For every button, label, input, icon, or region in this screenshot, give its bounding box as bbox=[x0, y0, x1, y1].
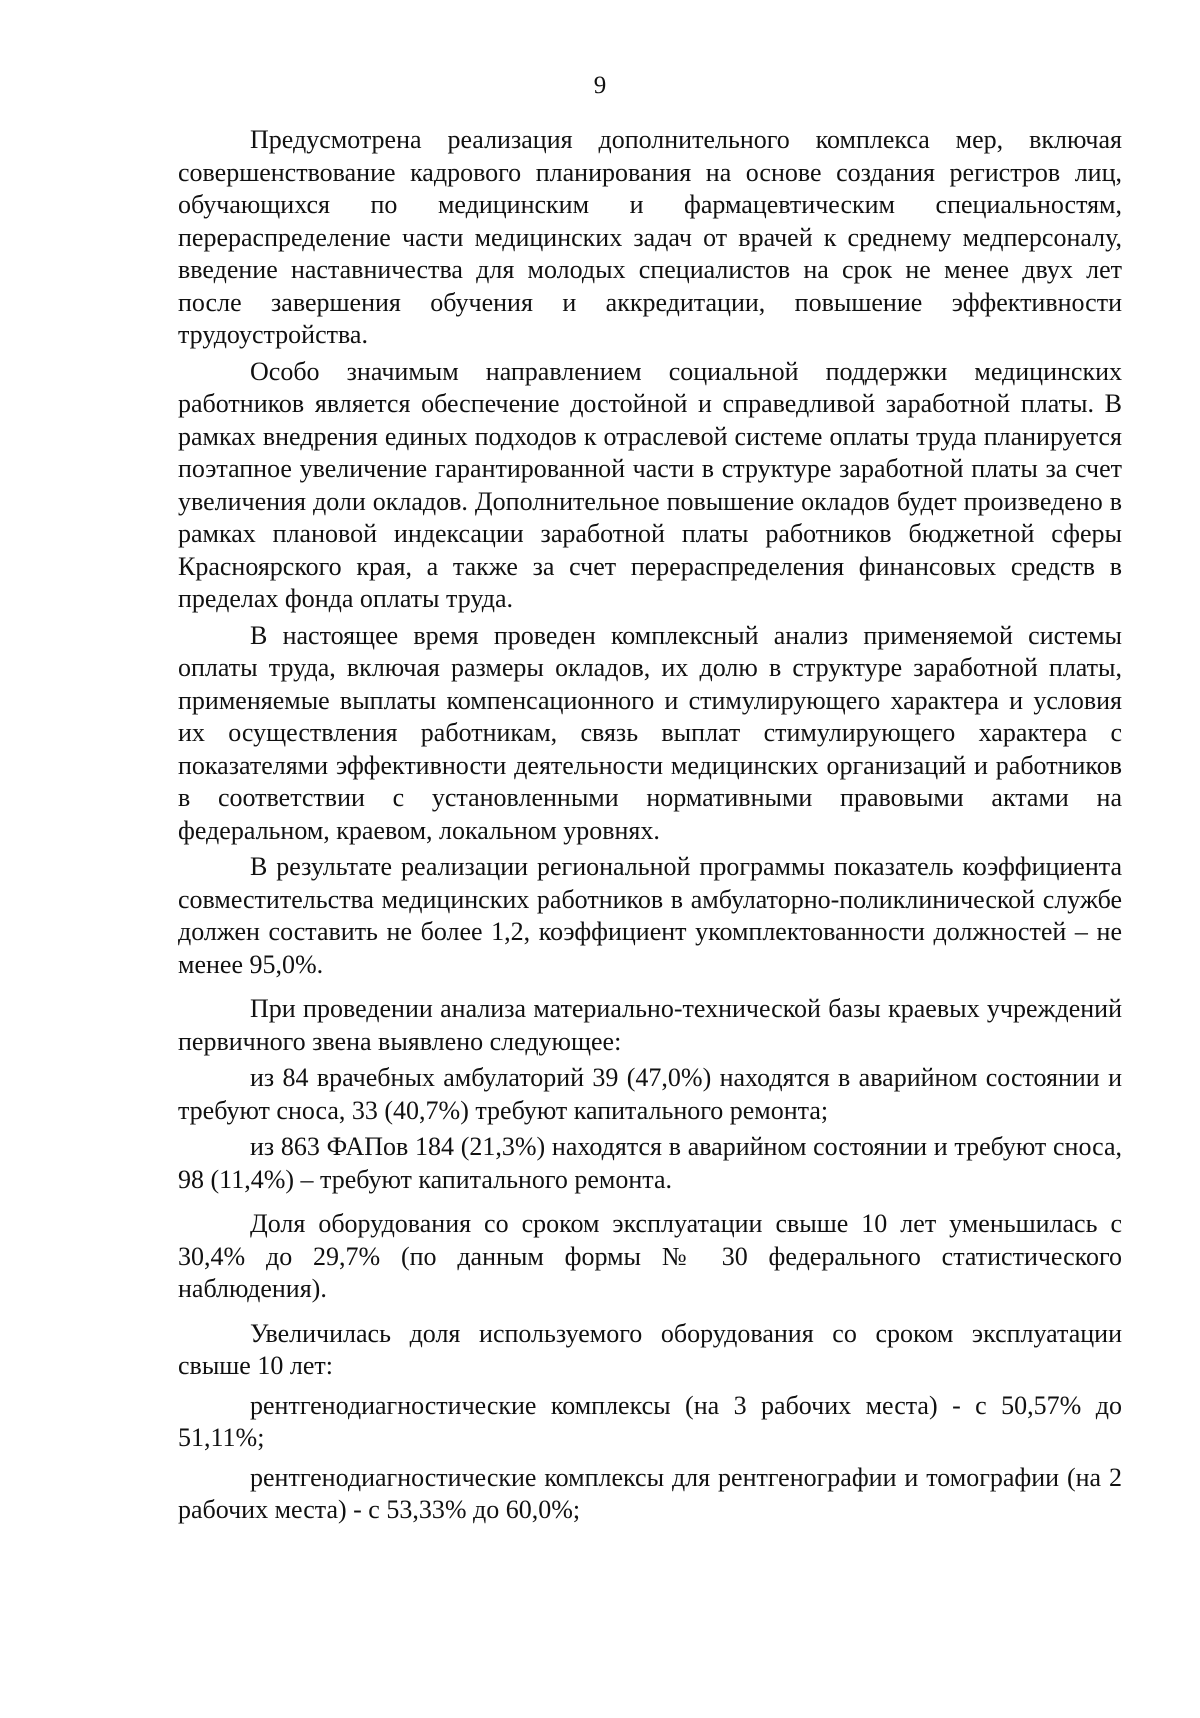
paragraph: Особо значимым направлением социальной поддержки медицинских работников является обеспечение достойной и справедливой заработной платы. В рамках внедрения единых подходов к отраслевой системе оплаты труда планируется поэтапное увеличение гарантированной части в структуре заработной платы за счет увеличения доли окладов. Дополнительное повышение окладов будет произведено в рамках плановой индексации заработной платы работников бюджетной сферы Красноярского края, а также за счет перераспределения финансовых средств в пределах фонда оплаты труда. bbox=[178, 356, 1122, 613]
paragraph: из 863 ФАПов 184 (21,3%) находятся в аварийном состоянии и требуют сноса, 98 (11,4%) – требуют капитального ремонта. bbox=[178, 1132, 1122, 1194]
paragraph: из 84 врачебных амбулаторий 39 (47,0%) находятся в аварийном состоянии и требуют сноса, 33 (40,7%) требуют капитального ремонта; bbox=[178, 1063, 1122, 1125]
paragraph: В результате реализации региональной программы показатель коэффициента совместительства медицинских работников в амбулаторно-поликлинической службе должен составить не более 1,2, коэффициент укомплектованности должностей – не менее 95,0%. bbox=[178, 852, 1122, 979]
paragraph: При проведении анализа материально-технической базы краевых учреждений первичного звена выявлено следующее: bbox=[178, 994, 1122, 1056]
paragraph: Предусмотрена реализация дополнительного комплекса мер, включая совершенствование кадрового планирования на основе создания регистров лиц, обучающихся по медицинским и фармацевтическим специальностям, перераспределение части медицинских задач от врачей к среднему медперсоналу, введение наставничества для молодых специалистов на срок не менее двух лет после завершения обучения и аккредитации, повышение эффективности трудоустройства. bbox=[178, 125, 1122, 349]
paragraph: Увеличилась доля используемого оборудования со сроком эксплуатации свыше 10 лет: bbox=[178, 1318, 1122, 1380]
paragraph: рентгенодиагностические комплексы для рентгенографии и томографии (на 2 рабочих места) - с 53,33% до 60,0%; bbox=[178, 1462, 1122, 1524]
page-number: 9 bbox=[593, 72, 607, 99]
paragraph: рентгенодиагностические комплексы (на 3 рабочих места) - с 50,57% до 51,11%; bbox=[178, 1390, 1122, 1452]
paragraph: В настоящее время проведен комплексный анализ применяемой системы оплаты труда, включая размеры окладов, их долю в структуре заработной платы, применяемые выплаты компенсационного и стимулирующего характера и условия их осуществления работникам, связь выплат стимулирующего характера с показателями эффективности деятельности медицинских организаций и работников в соответствии с установленными нормативными правовыми актами на федеральном, краевом, локальном уровнях. bbox=[178, 620, 1122, 845]
paragraph: Доля оборудования со сроком эксплуатации свыше 10 лет уменьшилась с 30,4% до 29,7% (по данным формы № 30 федерального статистического наблюдения). bbox=[178, 1209, 1122, 1303]
document-body bbox=[178, 124, 1122, 1534]
